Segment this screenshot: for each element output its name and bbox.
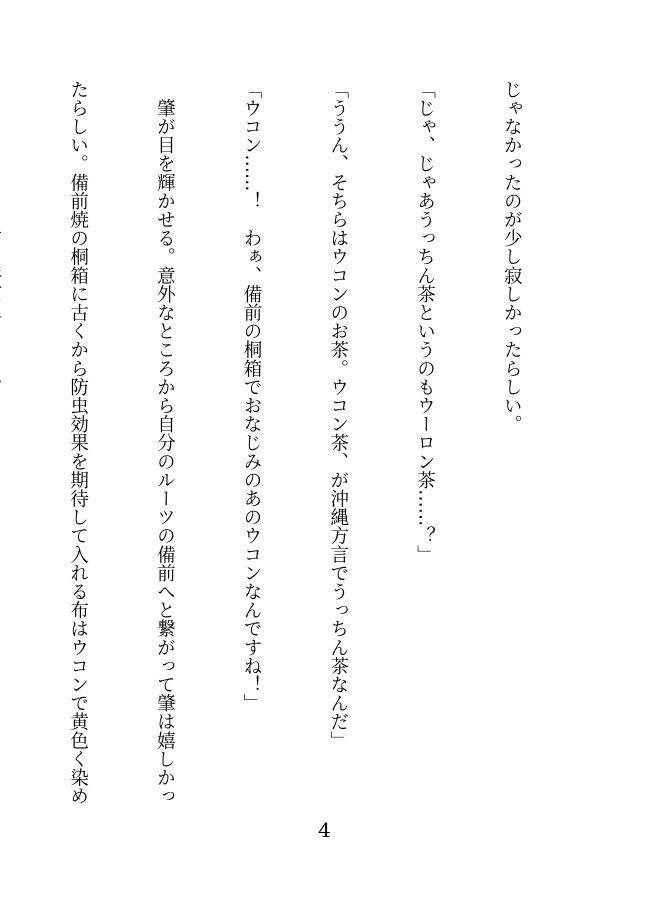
page-number: 4 (318, 818, 331, 842)
text-line: 「ううん、そちらはウコンのお茶。ウコン茶、が沖縄方言でうっちん茶なんだ」 (327, 80, 349, 750)
text-line: 「ウコン……！ わぁ、備前の桐箱でおなじみのあのウコンなんですね！」 (241, 80, 263, 713)
text-line: たらしい。備前焼の桐箱に古くから防虫効果を期待して入れる布はウコンで黄色く染め (67, 80, 89, 806)
text-line: じゃなかったのが少し寂しかったらしい。 (501, 80, 523, 434)
text-line: 「じゃ、じゃあうっちん茶というのもウーロン茶……？」 (414, 80, 436, 564)
text-line: 肇が目を輝かせる。意外なところから自分のルーツの備前へと繋がって肇は嬉しかっ (154, 80, 176, 806)
text-line (0, 80, 5, 820)
vertical-body-text (63, 80, 583, 820)
